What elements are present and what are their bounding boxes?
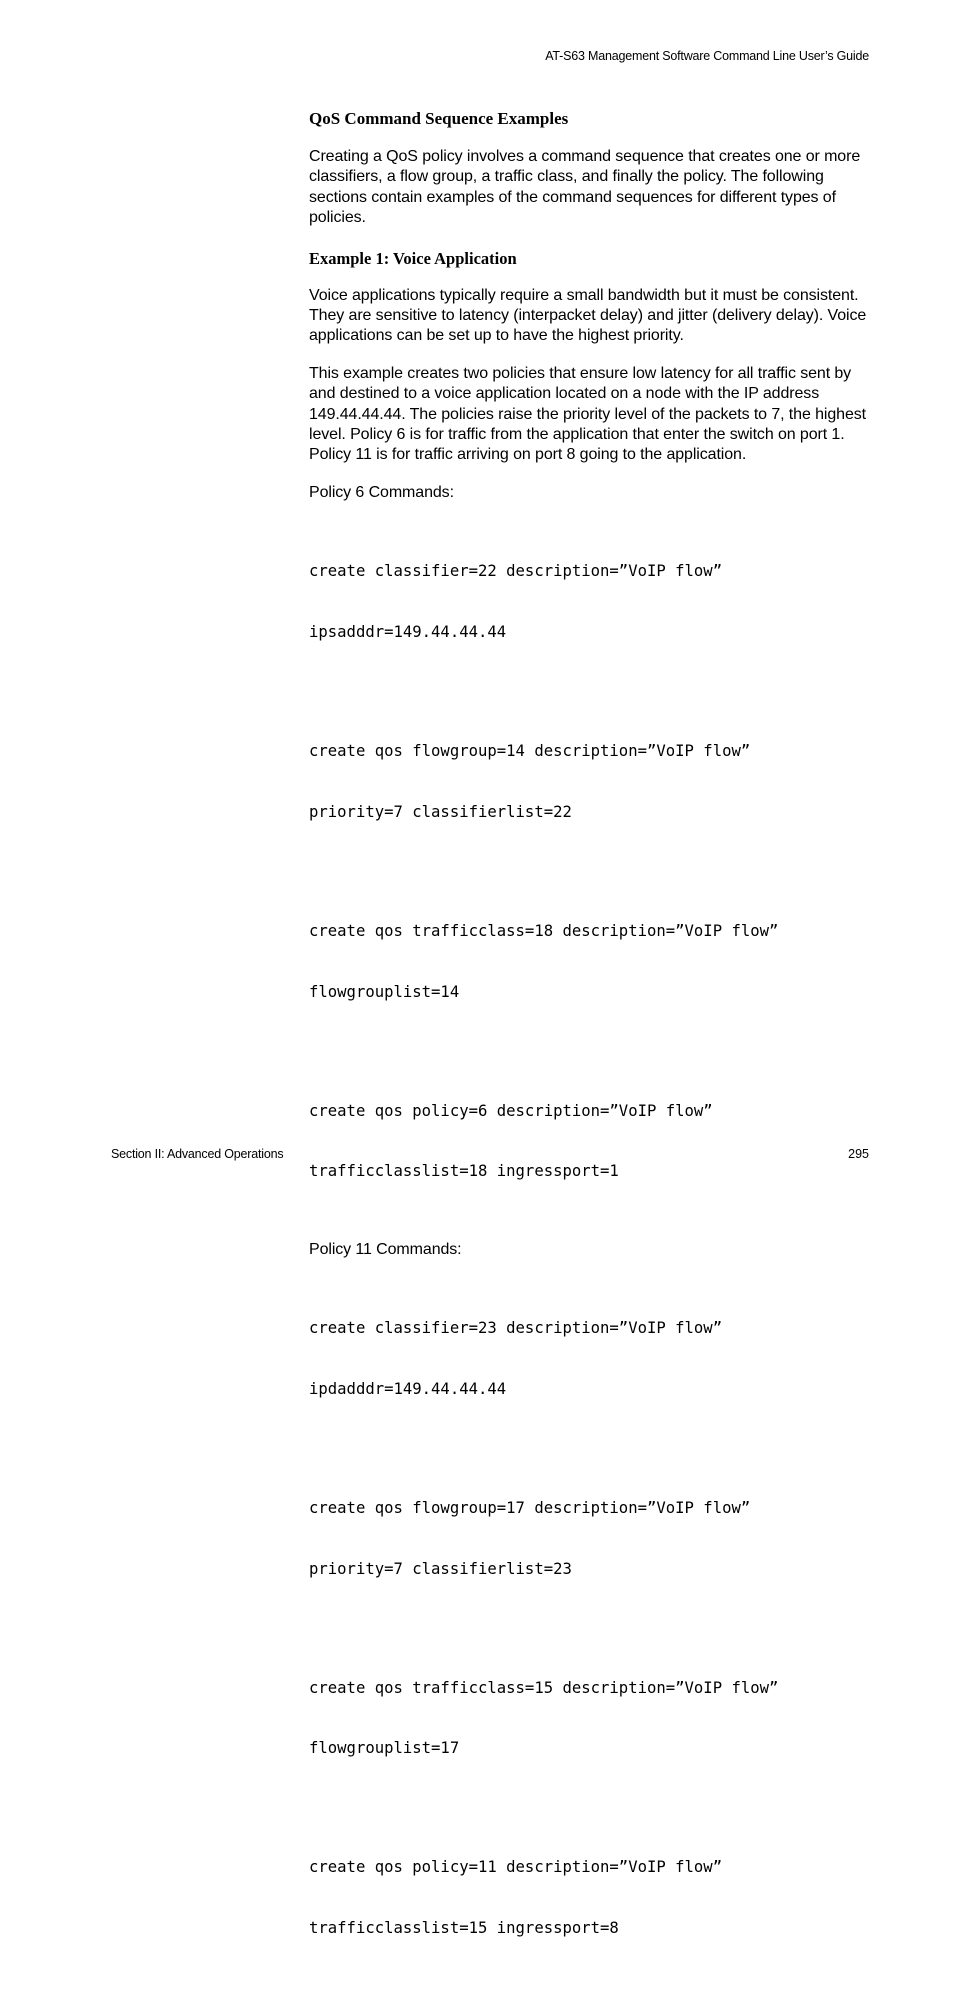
example-heading: Example 1: Voice Application [309, 248, 517, 268]
command-block [309, 700, 875, 862]
command-line: create qos flowgroup=14 description=”VoIP flow” [309, 741, 751, 760]
policy11-label: Policy 11 Commands: [309, 1240, 462, 1258]
page-content [309, 107, 875, 1997]
command-line: create qos flowgroup=17 description=”VoIP flow” [309, 1498, 751, 1517]
command-block [309, 1060, 875, 1222]
command-line: create classifier=22 description=”VoIP flow” [309, 561, 723, 580]
command-line: ipdadddr=149.44.44.44 [309, 1379, 507, 1398]
command-line: flowgrouplist=14 [309, 982, 460, 1001]
command-block [309, 520, 875, 682]
intro-paragraph: Creating a QoS policy involves a command sequence that creates one or more classifiers, a flow group, a traffic class, and finally the policy. The following sections contain examples of the command sequences for different types of policies. [309, 148, 861, 227]
command-line: ipsadddr=149.44.44.44 [309, 622, 507, 641]
command-line: create qos policy=11 description=”VoIP flow” [309, 1858, 723, 1877]
command-block [309, 1637, 875, 1799]
command-line: create qos trafficclass=15 description=”VoIP flow” [309, 1678, 779, 1697]
command-block [309, 1277, 875, 1439]
command-line: trafficclasslist=15 ingressport=8 [309, 1919, 619, 1938]
command-block [309, 1457, 875, 1619]
section-heading: QoS Command Sequence Examples [309, 109, 569, 128]
command-line: priority=7 classifierlist=22 [309, 802, 572, 821]
body-paragraph: This example creates two policies that ensure low latency for all traffic sent by and destined to a voice application located on a node with the IP address 149.44.44.44. The policies raise the priority level of the packets to 7, the highest level. Policy 6 is for traffic from the application that enter the switch on port 1. Policy 11 is for traffic arriving on port 8 going to the application. [309, 364, 866, 464]
command-line: flowgrouplist=17 [309, 1739, 460, 1758]
command-block [309, 880, 875, 1042]
body-paragraph: Voice applications typically require a small bandwidth but it must be consistent. They are sensitive to latency (interpacket delay) and jitter (delivery delay). Voice applications can be set up to have the highest priority. [309, 286, 867, 345]
page-number: 295 [848, 1147, 869, 1161]
command-line: create classifier=23 description=”VoIP flow” [309, 1318, 723, 1337]
command-line: create qos trafficclass=18 description=”VoIP flow” [309, 921, 779, 940]
command-line: priority=7 classifierlist=23 [309, 1559, 572, 1578]
policy6-label: Policy 6 Commands: [309, 483, 454, 501]
footer-section-title: Section II: Advanced Operations [111, 1147, 284, 1161]
command-line: create qos policy=6 description=”VoIP flow” [309, 1101, 713, 1120]
command-line: trafficclasslist=18 ingressport=1 [309, 1162, 619, 1181]
running-header: AT-S63 Management Software Command Line User’s Guide [545, 49, 869, 63]
command-block [309, 1817, 875, 1979]
